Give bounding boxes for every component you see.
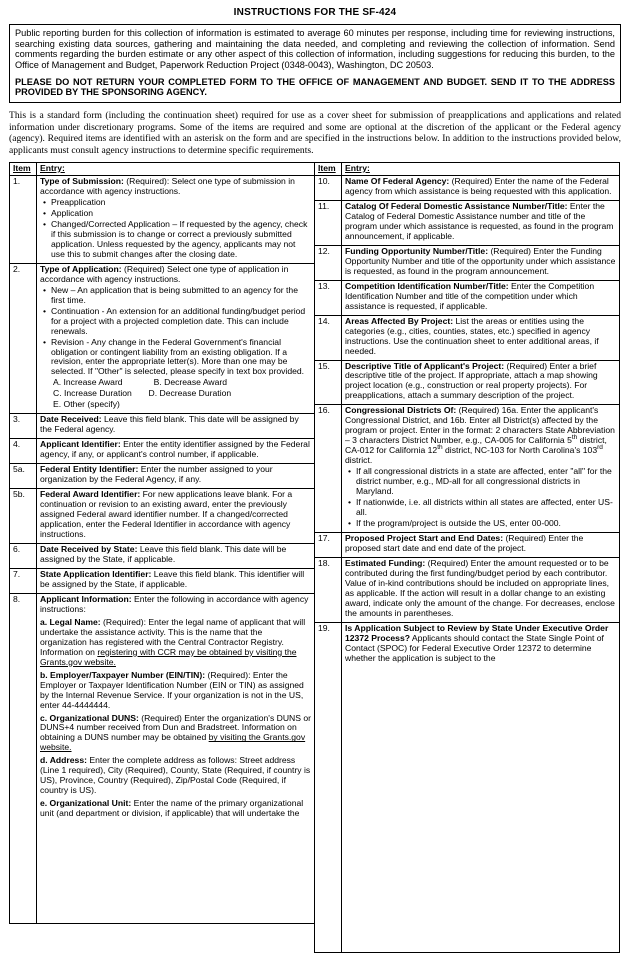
entry-content xyxy=(37,414,315,439)
entry-paragraph xyxy=(345,406,616,466)
item-number: 7. xyxy=(10,568,37,593)
text-segment: Leave this field blank. This date will be assigned by the Federal agency. xyxy=(40,414,299,435)
text-segment: c. Organizational DUNS: xyxy=(40,712,139,723)
entry-content xyxy=(342,405,620,533)
text-segment: district, CA-012 for California 12 xyxy=(345,435,607,456)
right-table-header xyxy=(315,163,620,176)
entry-header: Entry: xyxy=(342,163,620,176)
entry-content xyxy=(342,200,620,245)
text-segment: (Required) Enter the Funding Opportunity Number and title of the opportunity under which assistance is requested, as found in the program announcement. xyxy=(345,245,616,276)
entry-bullet xyxy=(40,209,311,219)
text-segment: (Required) Enter a brief descriptive title of the project. If appropriate, attach a map showing project location (e.g., construction or real property projects). For preapplications, attach a summary description of the project. xyxy=(345,360,598,401)
text-segment: Type of Application: xyxy=(40,263,122,274)
item-number: 2. xyxy=(10,263,37,414)
entry-header: Entry: xyxy=(37,163,315,176)
text-segment: Proposed Project Start and End Dates: xyxy=(345,533,504,543)
text-segment: Enter the entity identifier assigned by the Federal agency, if any, or applicant's control number, if applicable. xyxy=(40,439,310,460)
page-title: INSTRUCTIONS FOR THE SF-424 xyxy=(233,7,397,18)
entry-content xyxy=(37,176,315,264)
text-segment: Enter the Competition Identification Number and title of the competition under which assistance is requested, if applicable. xyxy=(345,280,595,311)
left-table-body xyxy=(10,176,315,924)
entry-indent-line xyxy=(40,389,311,399)
item-number: 5a. xyxy=(10,464,37,489)
text-segment: New – An application that is being submitted to an agency for the first time. xyxy=(51,284,298,305)
text-segment: Leave this field blank. This date will be assigned by the State, if applicable. xyxy=(40,543,287,564)
text-segment: Estimated Funding: xyxy=(345,557,426,568)
item-number: 16. xyxy=(315,405,342,533)
entry-paragraph xyxy=(40,415,311,435)
text-segment: Competition Identification Number/Title: xyxy=(345,280,509,291)
text-segment: Application xyxy=(51,207,94,218)
entry-content xyxy=(342,176,620,201)
burden-statement-box xyxy=(9,24,621,103)
entry-bullet xyxy=(345,519,616,529)
entry-subitem xyxy=(40,618,311,668)
text-segment: Federal Award Identifier: xyxy=(40,489,141,500)
entry-paragraph xyxy=(345,177,616,197)
text-segment: Continuation - An extension for an additional funding/budget period for a project with a projected completion date. This can include renewals. xyxy=(51,305,306,336)
text-segment: district, NC-103 for North Carolina's 103 xyxy=(442,445,598,456)
entry-content xyxy=(342,557,620,622)
text-segment: Is Application Subject to Review by State Under Executive Order 12372 Process? xyxy=(345,622,609,643)
text-segment: Congressional Districts Of: xyxy=(345,405,457,416)
entry-paragraph xyxy=(345,317,616,357)
item-number: 19. xyxy=(315,622,342,952)
entry-paragraph xyxy=(40,595,311,615)
entry-bullet xyxy=(40,307,311,337)
text-segment: (Required) Enter the organization's DUNS or DUNS+4 number received from Dun and Bradstreet. Information on obtaining a DUNS number may be obtained xyxy=(40,712,312,743)
text-segment: (Required): Select one type of submission in accordance with agency instructions. xyxy=(40,176,295,196)
entry-paragraph xyxy=(345,559,616,619)
entry-paragraph xyxy=(40,465,311,485)
item-header: Item xyxy=(315,163,342,176)
text-segment: th xyxy=(571,434,578,442)
instruction-row-13 xyxy=(315,280,620,315)
text-segment: List the areas or entities using the categories (e.g., cities, counties, states, etc.) specified in agency instructions. Use the continuation sheet to enter additional areas, if needed. xyxy=(345,315,599,356)
text-segment: (Required) Select one type of application in accordance with agency instructions. xyxy=(40,263,289,284)
item-number: 13. xyxy=(315,280,342,315)
entry-paragraph xyxy=(345,282,616,312)
text-segment: Federal Entity Identifier: xyxy=(40,464,139,475)
text-segment: (Required) Enter the amount requested or to be contributed during the first funding/budget period by each contributor. Value of in-kind contributions should be included on appropriate lines, as applicable. If the action will result in a dollar change to an existing award, indicate only the amount of the change. For decreases, enclose the amounts in parentheses. xyxy=(345,557,615,618)
item-number: 8. xyxy=(10,593,37,923)
item-number: 17. xyxy=(315,533,342,558)
instructions-table xyxy=(9,162,621,953)
entry-content xyxy=(37,464,315,489)
item-number: 11. xyxy=(315,200,342,245)
entry-paragraph xyxy=(40,570,311,590)
item-number: 5b. xyxy=(10,489,37,544)
text-segment: Preapplication xyxy=(51,196,106,207)
item-header: Item xyxy=(10,163,37,176)
entry-paragraph xyxy=(345,362,616,402)
item-number: 12. xyxy=(315,245,342,280)
text-segment: b. Employer/Taxpayer Number (EIN/TIN): xyxy=(40,669,206,680)
text-segment: If all congressional districts in a state are affected, enter "all" for the district number, e.g., MD-all for all congressional districts in Maryland. xyxy=(356,466,612,497)
text-segment: Enter the number assigned to your organization by the Federal Agency, if any. xyxy=(40,464,273,485)
instruction-row-11 xyxy=(315,200,620,245)
header-row xyxy=(315,163,620,176)
entry-subitem xyxy=(40,714,311,754)
text-segment: If the program/project is outside the US, enter 00-000. xyxy=(356,518,561,529)
entry-paragraph xyxy=(345,624,616,664)
entry-paragraph xyxy=(40,440,311,460)
text-segment: th xyxy=(437,444,443,452)
entry-subitem xyxy=(40,799,311,819)
instruction-row-16 xyxy=(315,405,620,533)
text-segment: (Required) 16a. Enter the applicant's Congressional District, and 16b. Enter all District(s) affected by the program or project. Enter in the format: 2 characters State Abbreviation – 3 characters District Number, e.g., CA-005 for California 5 xyxy=(345,405,615,446)
text-segment: Funding Opportunity Number/Title: xyxy=(345,245,489,256)
text-segment: For new applications leave blank. For a continuation or revision to an existing award, enter the previously assigned Federal award identifier number. If a changed/corrected application, enter the Federal Identifier in accordance with agency instructions. xyxy=(40,489,293,539)
entry-bullet xyxy=(40,198,311,208)
entry-bullet xyxy=(345,498,616,518)
instruction-row-19 xyxy=(315,622,620,952)
entry-content xyxy=(37,439,315,464)
text-segment: Date Received: xyxy=(40,414,102,425)
text-segment: If nationwide, i.e. all districts within all states are affected, enter US-all. xyxy=(356,497,613,518)
entry-paragraph xyxy=(40,545,311,565)
text-segment: e. Organizational Unit: xyxy=(40,798,132,809)
right-column-table xyxy=(314,162,620,953)
entry-content xyxy=(37,263,315,414)
text-segment: (Required): Enter the legal name of applicant that will undertake the assistance activity. This is the name that the organization has registered with the Central Contractor Registry. Information on xyxy=(40,616,306,657)
entry-paragraph xyxy=(40,490,311,540)
text-segment: E. Other (specify) xyxy=(53,399,120,410)
instruction-row-7 xyxy=(10,568,315,593)
entry-subitem xyxy=(40,756,311,796)
entry-paragraph xyxy=(345,202,616,242)
text-segment: Applicant Identifier: xyxy=(40,439,121,450)
instruction-row-10 xyxy=(315,176,620,201)
intro-paragraph: This is a standard form (including the continuation sheet) required for use as a cover sheet for submission of preapplications and applications and related information under discretionary programs. Some of the items are required and some are optional at the discretion of the applicant or the Federal agency (agency). Required items are identified with an asterisk on the form and are specified in the instructions below. In addition to the instructions provided below, applicants must consult agency instructions to determine specific requirements. xyxy=(9,110,621,156)
do-not-return-notice: PLEASE DO NOT RETURN YOUR COMPLETED FORM TO THE OFFICE OF MANAGEMENT AND BUDGET. SEND IT TO THE ADDRESS PROVIDED BY THE SPONSORING AGENCY. xyxy=(15,76,615,98)
entry-bullet xyxy=(345,467,616,497)
entry-content xyxy=(37,593,315,923)
entry-paragraph xyxy=(345,534,616,554)
text-segment: Enter the following in accordance with agency instructions: xyxy=(40,593,309,614)
entry-content xyxy=(342,280,620,315)
entry-bullet xyxy=(40,286,311,306)
left-table-header xyxy=(10,163,315,176)
text-segment: (Required): Enter the Employer or Taxpayer Identification Number (EIN or TIN) as assigned by the Internal Revenue Service. If your organization is not in the US, enter 44-4444444. xyxy=(40,669,304,710)
grants-gov-link[interactable]: by visiting the Grants.gov website. xyxy=(40,732,306,753)
text-segment: Date Received by State: xyxy=(40,543,138,554)
instruction-row-17 xyxy=(315,533,620,558)
text-segment: C. Increase Duration D. Decrease Duration xyxy=(53,388,232,399)
instruction-row-1 xyxy=(10,176,315,264)
instruction-row-2 xyxy=(10,263,315,414)
entry-bullet xyxy=(40,338,311,378)
text-segment: a. Legal Name: xyxy=(40,616,101,627)
instruction-row-5b xyxy=(10,489,315,544)
entry-content xyxy=(37,543,315,568)
instruction-row-4 xyxy=(10,439,315,464)
entry-bullet xyxy=(40,220,311,260)
item-number: 10. xyxy=(315,176,342,201)
text-segment: Enter the complete address as follows: Street address (Line 1 required), City (Required), County, State (Required, if country is US), Province, Country (Required), Zip/Postal Code (Required, if country is US). xyxy=(40,755,311,796)
text-segment: Leave this field blank. This identifier will be assigned by the State, if applicable. xyxy=(40,568,305,589)
entry-content xyxy=(342,245,620,280)
text-segment: Revision - Any change in the Federal Government's financial obligation or contingent liability from an existing obligation. If a revision, enter the appropriate letter(s). More than one may be selected. If "Other" is selected, please specify in text box provided. xyxy=(51,336,305,377)
entry-content xyxy=(37,568,315,593)
grants-gov-link[interactable]: registering with CCR may be obtained by visiting the Grants.gov website. xyxy=(40,646,297,667)
text-segment: Applicants should contact the State Single Point of Contact (SPOC) for Federal Executive Order 12372 to determine whether the application is subject to the xyxy=(345,632,604,663)
instruction-row-5a xyxy=(10,464,315,489)
text-segment: Areas Affected By Project: xyxy=(345,315,454,326)
text-segment: Descriptive Title of Applicant's Project: xyxy=(345,360,505,371)
instruction-row-18 xyxy=(315,557,620,622)
text-segment: Enter the Catalog of Federal Domestic Assistance number and title of the program under which assistance is requested, as found in the program announcement, if applicable. xyxy=(345,200,614,241)
text-segment: Catalog Of Federal Domestic Assistance Number/Title: xyxy=(345,200,568,211)
instruction-row-15 xyxy=(315,360,620,405)
right-table-body xyxy=(315,176,620,953)
text-segment: State Application Identifier: xyxy=(40,568,152,579)
header-row xyxy=(10,163,315,176)
instruction-row-3 xyxy=(10,414,315,439)
instruction-row-8 xyxy=(10,593,315,923)
item-number: 15. xyxy=(315,360,342,405)
entry-paragraph xyxy=(345,247,616,277)
entry-content xyxy=(342,622,620,952)
text-segment: Type of Submission: xyxy=(40,176,124,186)
entry-content xyxy=(342,533,620,558)
item-number: 4. xyxy=(10,439,37,464)
text-segment: Applicant Information: xyxy=(40,593,132,604)
instruction-row-6 xyxy=(10,543,315,568)
text-segment: rd xyxy=(597,444,603,452)
item-number: 1. xyxy=(10,176,37,264)
entry-content xyxy=(342,315,620,360)
entry-paragraph xyxy=(40,177,311,197)
entry-content xyxy=(342,360,620,405)
text-segment: (Required) Enter the name of the Federal agency from which assistance is being requested with this application. xyxy=(345,176,612,196)
text-segment: Changed/Corrected Application – If requested by the agency, check if this submission is to change or correct a previously submitted application. Unless requested by the agency, applicants may not use this to submit changes after the closing date. xyxy=(51,218,308,259)
text-segment: Enter the name of the primary organizational unit (and department or division, if applicable) that will undertake the xyxy=(40,798,304,819)
text-segment: Name Of Federal Agency: xyxy=(345,176,450,186)
entry-paragraph xyxy=(40,265,311,285)
text-segment: A. Increase Award B. Decrease Award xyxy=(53,377,228,388)
entry-subitem xyxy=(40,671,311,711)
burden-paragraph: Public reporting burden for this collection of information is estimated to average 60 minutes per response, including time for reviewing instructions, searching existing data sources, gathering and maintaining the data needed, and completing and reviewing the collection of information. Send comments regarding the burden estimate or any other aspect of this collection of information, including suggestions for reducing this burden, to the Office of Management and Budget, Paperwork Reduction Project (0348-0043), Washington, DC 20503. xyxy=(15,28,615,71)
instruction-row-14 xyxy=(315,315,620,360)
entry-content xyxy=(37,489,315,544)
left-column-table xyxy=(9,162,315,924)
item-number: 6. xyxy=(10,543,37,568)
item-number: 14. xyxy=(315,315,342,360)
entry-indent-line xyxy=(40,400,311,410)
entry-indent-line xyxy=(40,378,311,388)
item-number: 3. xyxy=(10,414,37,439)
instruction-row-12 xyxy=(315,245,620,280)
text-segment: district. xyxy=(345,455,373,466)
item-number: 18. xyxy=(315,557,342,622)
text-segment: (Required) Enter the proposed start date and end date of the project. xyxy=(345,533,584,553)
text-segment: d. Address: xyxy=(40,755,87,766)
